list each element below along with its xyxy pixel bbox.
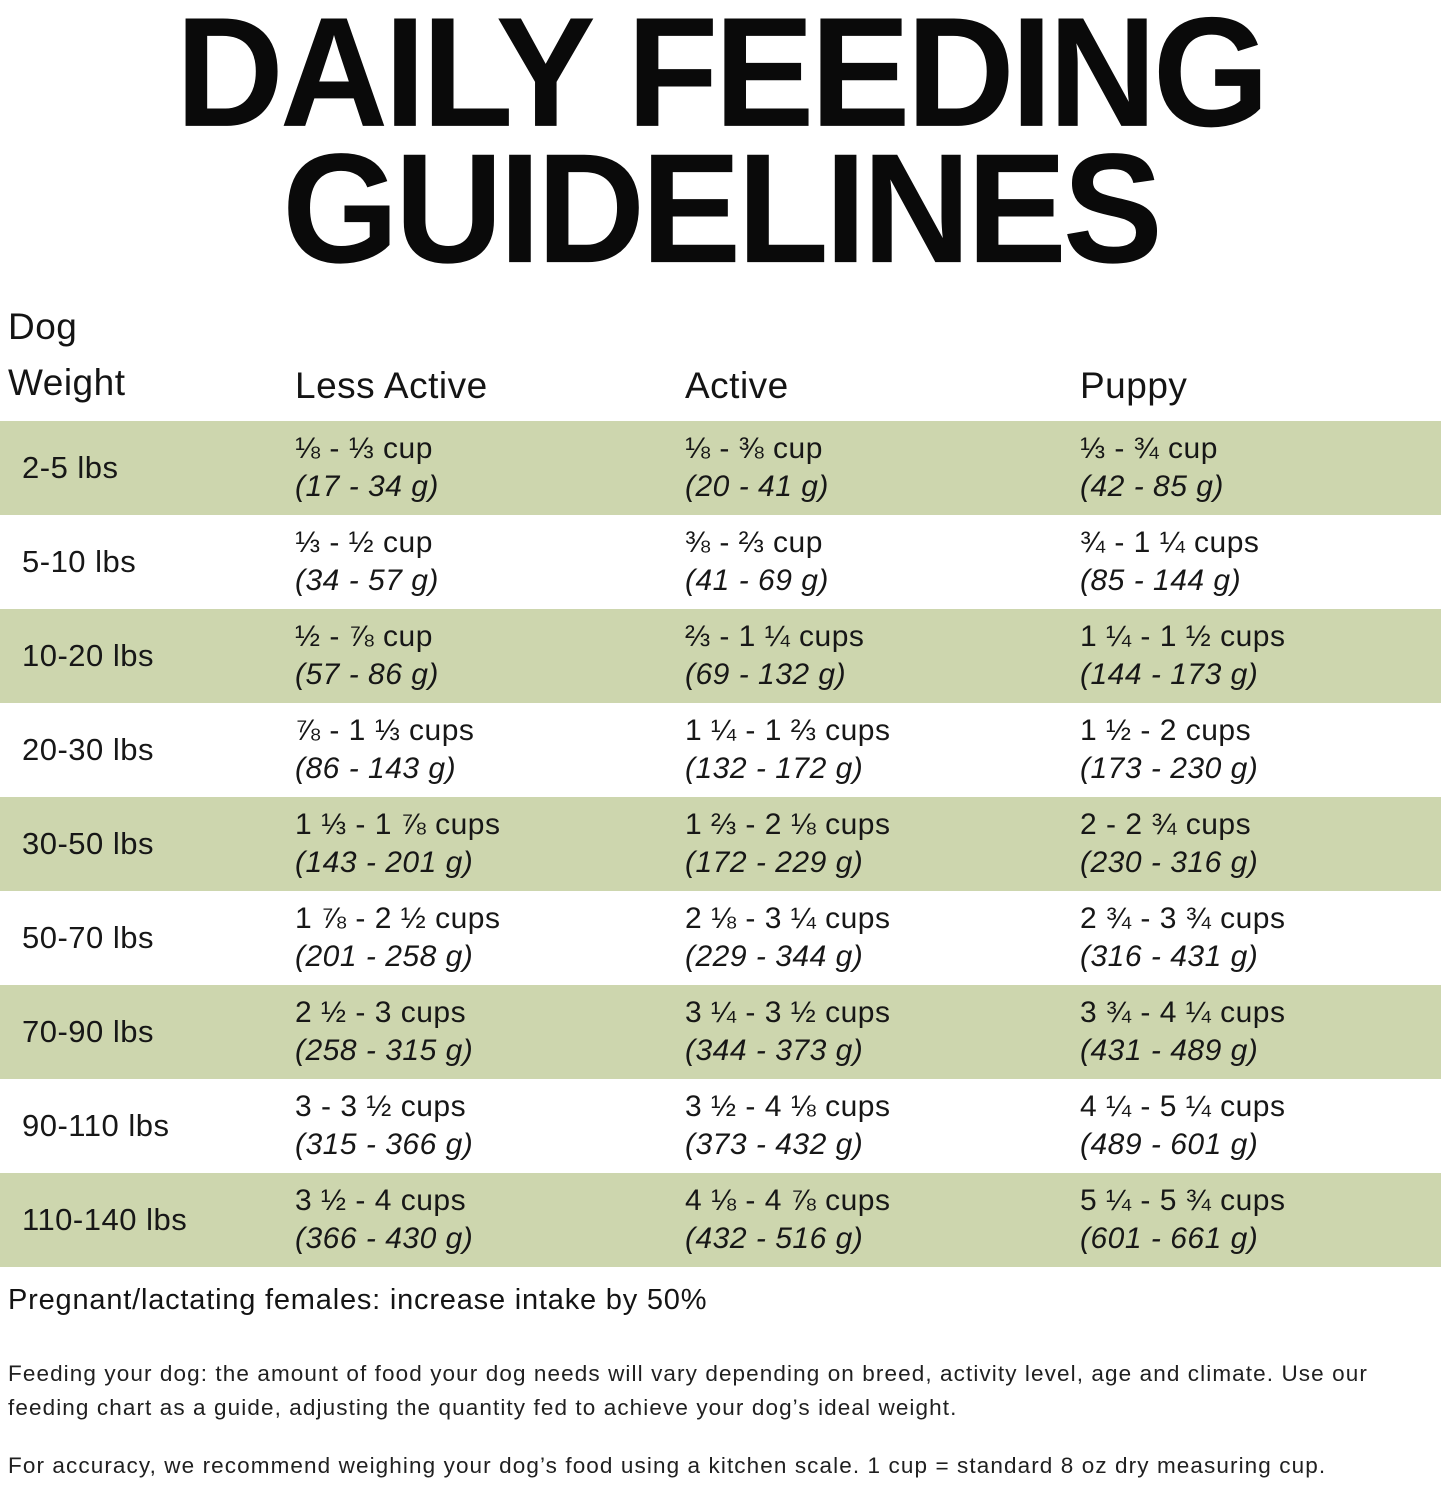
table-row (0, 891, 1441, 985)
cups-value: 2 - 2 ¾ cups (1080, 808, 1252, 841)
cups-value: 1 ⅓ - 1 ⅞ cups (295, 808, 501, 841)
cups-value: 1 ¼ - 1 ½ cups (1080, 620, 1286, 653)
less-active-cell (295, 1182, 685, 1258)
weight-range: 5-10 lbs (22, 544, 137, 579)
less-active-cell (295, 1088, 685, 1164)
table-header-row (0, 288, 1441, 421)
grams-value: (57 - 86 g) (295, 658, 439, 691)
puppy-cell (1080, 806, 1441, 882)
active-cell (685, 712, 1080, 788)
active-cell (685, 430, 1080, 506)
grams-value: (201 - 258 g) (295, 940, 474, 973)
weight-range: 2-5 lbs (22, 450, 119, 485)
grams-value: (41 - 69 g) (685, 564, 829, 597)
grams-value: (132 - 172 g) (685, 752, 864, 785)
cups-value: ⅓ - ¾ cup (1080, 432, 1218, 465)
weight-range: 90-110 lbs (22, 1108, 170, 1143)
column-header-dog-weight: Dog Weight (8, 306, 126, 403)
cups-value: 1 ⅔ - 2 ⅛ cups (685, 808, 891, 841)
weight-range: 30-50 lbs (22, 826, 155, 861)
column-header-puppy: Puppy (1080, 365, 1188, 406)
table-row (0, 421, 1441, 515)
puppy-cell (1080, 1182, 1441, 1258)
cups-value: ⅜ - ⅔ cup (685, 526, 823, 559)
accuracy-note: For accuracy, we recommend weighing your dog’s food using a kitchen scale. 1 cup = standard 8 oz dry measuring cup. (8, 1453, 1327, 1478)
table-row (0, 515, 1441, 609)
grams-value: (69 - 132 g) (685, 658, 847, 691)
cups-value: ⅛ - ⅓ cup (295, 432, 433, 465)
puppy-cell (1080, 524, 1441, 600)
cups-value: 3 - 3 ½ cups (295, 1090, 467, 1123)
less-active-cell (295, 806, 685, 882)
weight-range: 10-20 lbs (22, 638, 155, 673)
grams-value: (173 - 230 g) (1080, 752, 1259, 785)
grams-value: (230 - 316 g) (1080, 846, 1259, 879)
table-row (0, 985, 1441, 1079)
grams-value: (34 - 57 g) (295, 564, 439, 597)
grams-value: (20 - 41 g) (685, 470, 829, 503)
less-active-cell (295, 524, 685, 600)
puppy-cell (1080, 430, 1441, 506)
cups-value: ⅔ - 1 ¼ cups (685, 620, 865, 653)
weight-range: 70-90 lbs (22, 1014, 155, 1049)
grams-value: (316 - 431 g) (1080, 940, 1259, 973)
active-cell (685, 1088, 1080, 1164)
grams-value: (315 - 366 g) (295, 1128, 474, 1161)
grams-value: (432 - 516 g) (685, 1222, 864, 1255)
puppy-cell (1080, 994, 1441, 1070)
grams-value: (229 - 344 g) (685, 940, 864, 973)
less-active-cell (295, 430, 685, 506)
cups-value: 3 ½ - 4 cups (295, 1184, 467, 1217)
cups-value: ⅛ - ⅜ cup (685, 432, 823, 465)
cups-value: 2 ¾ - 3 ¾ cups (1080, 902, 1286, 935)
table-row (0, 797, 1441, 891)
less-active-cell (295, 712, 685, 788)
puppy-cell (1080, 618, 1441, 694)
footnotes (0, 1270, 1441, 1483)
grams-value: (85 - 144 g) (1080, 564, 1242, 597)
grams-value: (373 - 432 g) (685, 1128, 864, 1161)
grams-value: (601 - 661 g) (1080, 1222, 1259, 1255)
active-cell (685, 806, 1080, 882)
grams-value: (143 - 201 g) (295, 846, 474, 879)
puppy-cell (1080, 712, 1441, 788)
cups-value: 2 ⅛ - 3 ¼ cups (685, 902, 891, 935)
weight-range: 20-30 lbs (22, 732, 155, 767)
grams-value: (172 - 229 g) (685, 846, 864, 879)
active-cell (685, 524, 1080, 600)
table-row (0, 703, 1441, 797)
feeding-table (0, 288, 1441, 1267)
pregnant-note: Pregnant/lactating females: increase intake by 50% (8, 1284, 708, 1316)
cups-value: 1 ⅞ - 2 ½ cups (295, 902, 501, 935)
table-row (0, 609, 1441, 703)
page-title (0, 0, 1441, 296)
column-header-active: Active (685, 365, 789, 406)
grams-value: (366 - 430 g) (295, 1222, 474, 1255)
cups-value: ¾ - 1 ¼ cups (1080, 526, 1260, 559)
cups-value: ½ - ⅞ cup (295, 620, 433, 653)
table-row (0, 1079, 1441, 1173)
grams-value: (258 - 315 g) (295, 1034, 474, 1067)
grams-value: (344 - 373 g) (685, 1034, 864, 1067)
cups-value: ⅓ - ½ cup (295, 526, 433, 559)
less-active-cell (295, 618, 685, 694)
weight-range: 110-140 lbs (22, 1202, 188, 1237)
cups-value: 3 ¾ - 4 ¼ cups (1080, 996, 1286, 1029)
active-cell (685, 900, 1080, 976)
table-row (0, 1173, 1441, 1267)
grams-value: (431 - 489 g) (1080, 1034, 1259, 1067)
puppy-cell (1080, 900, 1441, 976)
cups-value: 3 ½ - 4 ⅛ cups (685, 1090, 891, 1123)
grams-value: (42 - 85 g) (1080, 470, 1224, 503)
page-title-line1: DAILY FEEDING (175, 0, 1266, 160)
grams-value: (17 - 34 g) (295, 470, 439, 503)
less-active-cell (295, 900, 685, 976)
active-cell (685, 994, 1080, 1070)
active-cell (685, 618, 1080, 694)
cups-value: 3 ¼ - 3 ½ cups (685, 996, 891, 1029)
cups-value: 2 ½ - 3 cups (295, 996, 467, 1029)
grams-value: (86 - 143 g) (295, 752, 457, 785)
cups-value: 4 ⅛ - 4 ⅞ cups (685, 1184, 891, 1217)
grams-value: (144 - 173 g) (1080, 658, 1259, 691)
less-active-cell (295, 994, 685, 1070)
weight-range: 50-70 lbs (22, 920, 155, 955)
feeding-note: Feeding your dog: the amount of food your dog needs will vary depending on breed, activity level, age and climate. Use our feeding chart as a guide, adjusting the quantity fed to achieve your dog’s ideal weight. (8, 1361, 1368, 1420)
cups-value: 5 ¼ - 5 ¾ cups (1080, 1184, 1286, 1217)
cups-value: 1 ½ - 2 cups (1080, 714, 1252, 747)
cups-value: 4 ¼ - 5 ¼ cups (1080, 1090, 1286, 1123)
puppy-cell (1080, 1088, 1441, 1164)
cups-value: 1 ¼ - 1 ⅔ cups (685, 714, 891, 747)
active-cell (685, 1182, 1080, 1258)
page-title-line2: GUIDELINES (282, 120, 1159, 296)
column-header-less-active: Less Active (295, 365, 488, 406)
cups-value: ⅞ - 1 ⅓ cups (295, 714, 475, 747)
grams-value: (489 - 601 g) (1080, 1128, 1259, 1161)
